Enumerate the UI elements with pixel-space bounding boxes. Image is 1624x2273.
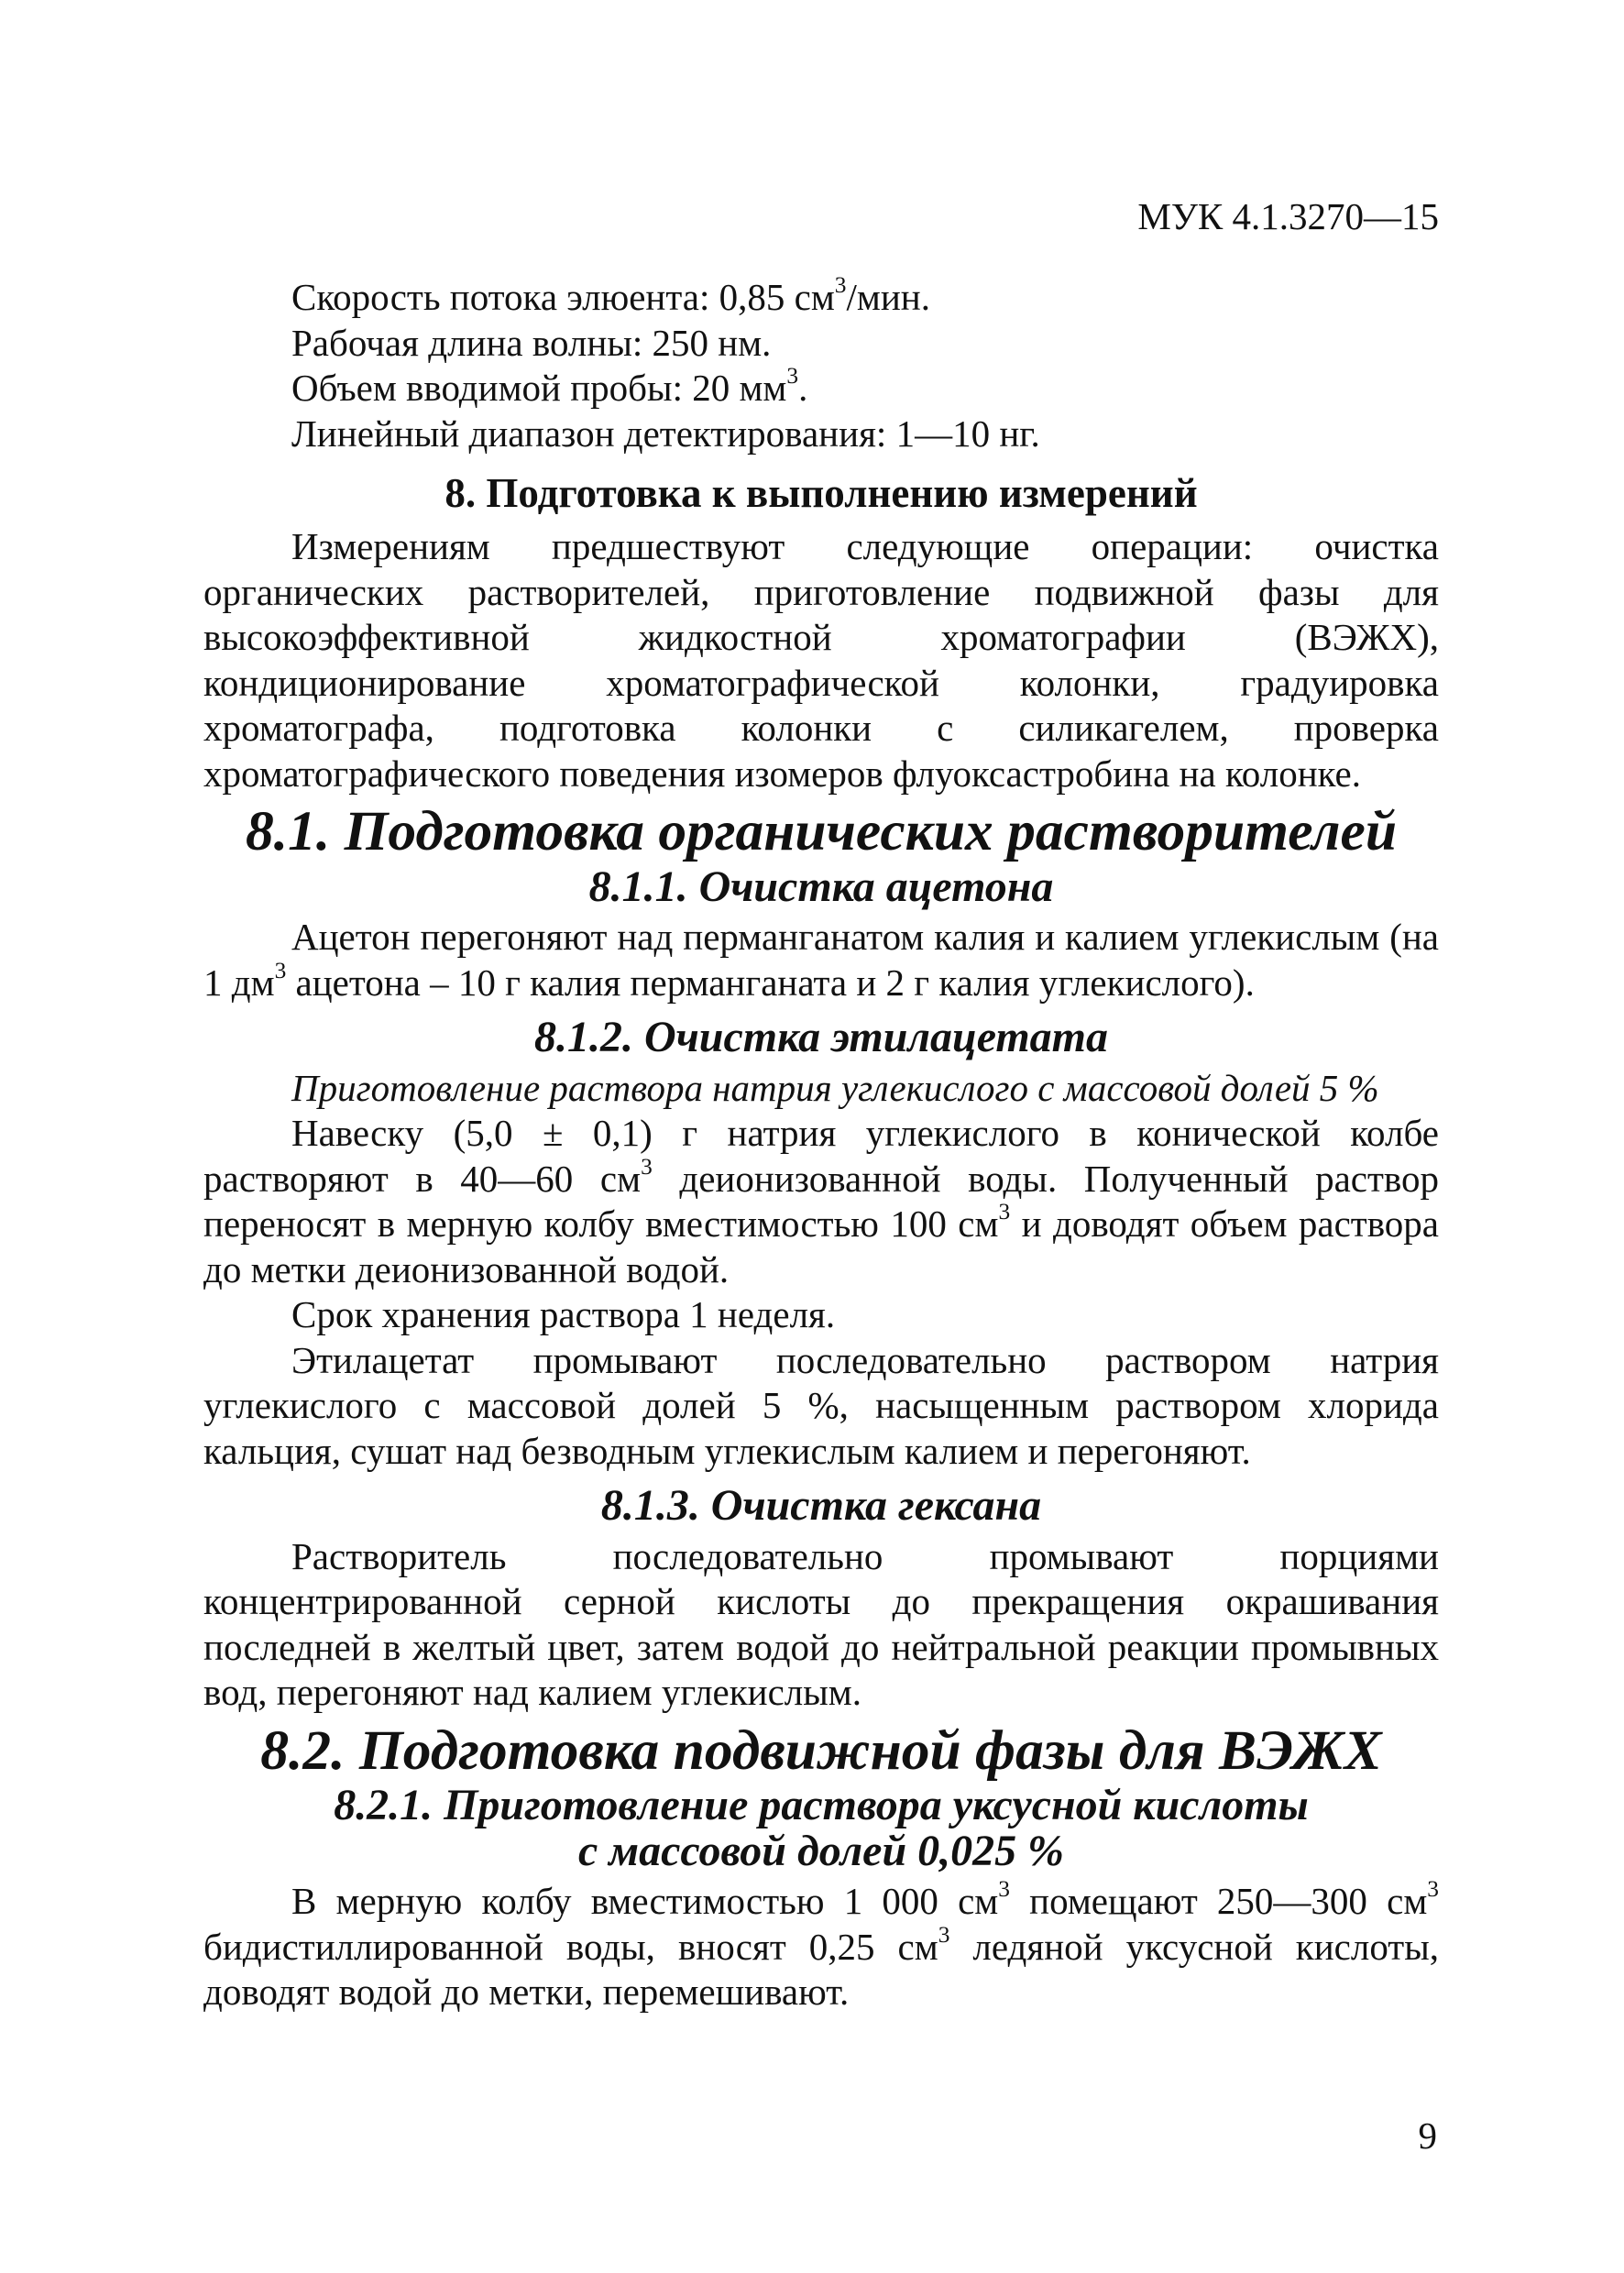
section-8-1-1-text: Ацетон перегоняют над перманганатом калия и калием углекислым (на 1 $дм^3$ ацетона – 10 г калия перманганата и 2 г калия углекислого). [203, 916, 1439, 1004]
chromatography-parameters [203, 271, 1439, 456]
section-8-title: 8. Подготовка к выполнению измерений [444, 470, 1198, 516]
section-8-1-2-title: 8.1.2. Очистка этилацетата [534, 1013, 1108, 1061]
section-8-1-3-text: Растворитель последовательно промывают порциями концентрированной серной кислоты до прекращения окрашивания последней в желтый цвет, затем водой до нейтральной реакции промывных вод, перегоняют над калием углекислым. [203, 1534, 1439, 1713]
solution-prep-title: Приготовление раствора натрия углекислого с массовой долей 5 % [291, 1066, 1379, 1109]
param-wavelength: Рабочая длина волны: 250 нм. [291, 321, 772, 364]
page-content [203, 271, 1440, 2015]
section-8-1-2-para-3: Этилацетат промывают последовательно раствором натрия углекислого с массовой долей 5 %, насыщенным раствором хлорида кальция, сушат над безводным углекислым калием и перегоняют. [203, 1338, 1439, 1472]
section-8-intro: Измерениям предшествуют следующие операции: очистка органических растворителей, приготовление подвижной фазы для высокоэффективной жидкостной хроматографии (ВЭЖХ), кондиционирование хроматографической колонки, градуировка хроматографа, подготовка колонки с силикагелем, проверка хроматографического поведения изомеров флуоксастробина на колонке. [203, 525, 1439, 795]
page-number: 9 [1418, 2114, 1437, 2157]
param-injection-volume: Объем вводимой пробы: 20 $мм^3$. [291, 362, 808, 409]
section-8-1-2-para-1: Навеску (5,0 ± 0,1) г натрия углекислого в конической колбе растворяют в 40—60 $см^3$ деионизованной воды. Полученный раствор переносят в мерную колбу вместимостью 100 $см^3$ и доводят объем раствора до метки деионизованной водой. [203, 1112, 1440, 1290]
param-linear-range: Линейный диапазон детектирования: 1—10 нг. [291, 412, 1040, 455]
param-flow-rate: Скорость потока элюента: 0,85 $см^3$/мин. [291, 271, 930, 318]
section-8-1-title: 8.1. Подготовка органических растворителей [245, 800, 1398, 862]
section-8-1-3-title: 8.1.3. Очистка гексана [600, 1481, 1042, 1530]
section-8-2-title: 8.2. Подготовка подвижной фазы для ВЭЖХ [260, 1718, 1382, 1782]
section-8-1-2-para-2: Срок хранения раствора 1 неделя. [291, 1293, 836, 1335]
section-8-2-1-title: 8.2.1. Приготовление раствора уксусной кислоты с массовой долей 0,025 % [334, 1781, 1309, 1875]
document-code: МУК 4.1.3270—15 [1137, 195, 1439, 237]
section-8-1-1-title: 8.1.1. Очистка ацетона [588, 862, 1054, 911]
section-8-2-1-text: В мерную колбу вместимостью 1 000 $см^3$ помещают 250—300 $см^3$ бидистиллированной воды, вносят 0,25 $см^3$ ледяной уксусной кислоты, доводят водой до метки, перемешивают. [203, 1875, 1439, 2013]
